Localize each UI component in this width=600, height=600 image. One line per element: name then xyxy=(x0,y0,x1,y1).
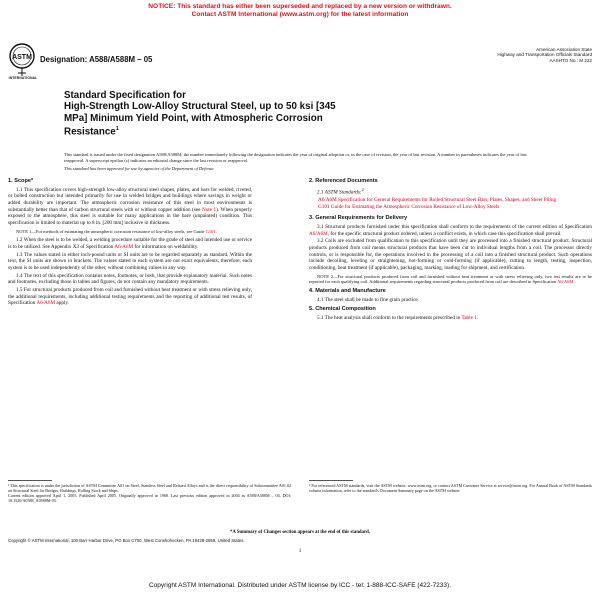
section-2-heading: 2. Referenced Documents xyxy=(309,178,378,184)
para-5-1 xyxy=(309,315,592,322)
footnote-rule-right xyxy=(309,480,353,481)
note-1 xyxy=(8,229,252,235)
svg-text:ASTM: ASTM xyxy=(12,54,32,61)
footnote-1 xyxy=(8,483,291,503)
note-2-text: NOTE 2—For structural products produced from coil and furnished without heat treatment or with stress relieving only, two test results are to be reported for each qualifying coil. Additional requirements regarding structural products produced from coil are described in Specification xyxy=(309,273,592,285)
footnote-1-text: ¹ This specification is under the jurisdiction of ASTM Committee A01 on Steel, Stainless Steel and Related Alloys and is the direct responsibility of Subcommittee A01.02 on Structural Steel for Bridges, Buildings, Rolling Stock and Ships. xyxy=(8,483,291,493)
page-number: 1 xyxy=(298,548,302,554)
assoc-line-2: Highway and Transportation Officials Standard xyxy=(497,52,592,58)
footnote-rule-left xyxy=(8,480,52,481)
para-3-1-end: , for the specific structural product ordered, unless a conflict exists, in which case this specification shall prevail. xyxy=(327,230,562,237)
a6-link[interactable]: A6/A6M xyxy=(114,243,134,250)
ref-g101[interactable] xyxy=(309,204,592,211)
astm-logo-icon xyxy=(9,43,35,77)
para-2-1-text: 2.1 xyxy=(317,189,325,196)
para-3-1-text: 3.1 Structural products furnished under this specification shall conform to the requirements of the current edition of Specification xyxy=(317,224,592,231)
a6-link[interactable]: A6/A6M xyxy=(36,300,56,307)
intro-block xyxy=(64,152,534,175)
title-line-4-text: Resistance xyxy=(64,126,116,138)
designation: Designation: A588/A588M – 05 xyxy=(40,55,153,64)
notice-line-1: NOTICE: This standard has either been superseded and replaced by a new version or withdrawn. xyxy=(148,3,452,10)
para-5-1-end: . xyxy=(476,314,479,321)
para-4-1: 4.1 The steel shall be made to fine grain practice. xyxy=(317,296,420,303)
assoc-line-3: AASHTO No.: M 222 xyxy=(549,57,592,63)
ref-a6-text[interactable]: Specification for General Requirements for Rolled Structural Steel Bars, Plates, Shapes, and Sheet Piling xyxy=(336,197,557,204)
para-1-1-text: 1.1 This specification covers high-strength low-alloy structural steel shapes, plates, and bars for welded, riveted, or bolted construction but intended primarily for use in welded bridges and buildings where savings in weight or added durability are important. The atmospheric corrosion resistance of this steel in most environments is substantially better than that of carbon structural steels with or without copper addition (see xyxy=(8,186,252,213)
notice-line-2: Contact ASTM International (www.astm.org) for the latest information xyxy=(191,11,409,19)
ref-a6[interactable] xyxy=(309,197,592,204)
section-1-heading: 1. Scope* xyxy=(8,178,34,184)
para-1-4: 1.4 The text of this specification contains notes, footnotes, or both, that provide explanatory material. Such notes and footnotes, excluding those in tables and figures, do not contain any mandatory requirements. xyxy=(8,272,252,286)
ref-g101-code[interactable]: G101 xyxy=(318,203,330,210)
section-5-heading: 5. Chemical Composition xyxy=(309,306,376,313)
title-line-4 xyxy=(64,124,384,138)
withdrawn-notice xyxy=(0,3,600,20)
ref-g101-text[interactable]: Guide for Estimating the Atmospheric Corrosion Resistance of Low-Alloy Steels xyxy=(329,203,500,210)
section-3-heading: 3. General Requirements for Delivery xyxy=(309,215,408,222)
note-2 xyxy=(309,274,592,285)
summary-of-changes-note: *A Summary of Changes section appears at the end of this standard. xyxy=(230,530,370,535)
para-1-1 xyxy=(8,187,252,227)
section-4-heading: 4. Materials and Manufacture xyxy=(309,288,386,295)
note-1-end: . xyxy=(215,228,217,234)
a6-link[interactable]: A6/A6M xyxy=(557,279,574,285)
para-1-2-end: for information on weldability. xyxy=(133,243,199,250)
issued-statement: This standard is issued under the fixed designation A588/A588M; the number immediately following the designation indicates the year of original adoption or, in the case of revision, the year of last revision. A number in parentheses indicates the year of last reapproval. A superscript epsilon (ε) indicates an editorial change since the last revision or reapproval. xyxy=(64,152,527,163)
para-1-2 xyxy=(8,237,252,250)
title-line-1: Standard Specification for xyxy=(64,90,186,101)
footnote-2-mark: 2 xyxy=(361,186,364,192)
dod-approval: This standard has been approved for use by agencies of the Department of Defense. xyxy=(64,166,215,172)
document-title xyxy=(64,90,384,137)
para-1-5 xyxy=(8,287,252,307)
title-line-3: MPa] Minimum Yield Point, with Atmospheric Corrosion xyxy=(64,112,323,124)
para-1-5-end: apply. xyxy=(55,300,69,307)
footnote-2 xyxy=(309,483,592,493)
note-1-link[interactable]: Note 1 xyxy=(201,206,217,213)
para-5-1-text: 5.1 The heat analysis shall conform to the requirements prescribed in xyxy=(317,314,462,321)
aashto-designation xyxy=(412,47,592,63)
left-column xyxy=(8,176,252,308)
note-1-text: NOTE 1—For methods of estimating the atmospheric corrosion resistance of low-alloy steels, see Guide xyxy=(16,228,206,234)
g101-link[interactable]: G101 xyxy=(205,228,216,234)
title-footnote-mark: 1 xyxy=(115,125,119,132)
logo-caption: INTERNATIONAL xyxy=(8,76,38,80)
para-3-1 xyxy=(309,224,592,237)
para-2-1 xyxy=(309,187,592,196)
a6-link[interactable]: A6/A6M xyxy=(309,230,328,237)
ref-a6-code[interactable]: A6/A6M xyxy=(318,197,337,204)
right-column xyxy=(309,176,592,323)
title-line-2: High-Strength Low-Alloy Structural Steel, up to 50 ksi [345 xyxy=(64,101,336,113)
note-2-end: . xyxy=(573,279,575,285)
license-footer: Copyright ASTM International. Distributed under ASTM license by ICC - tel: 1-888-ICC-SAFE (422-7233). xyxy=(148,582,451,589)
para-3-2: 3.2 Coils are excluded from qualification to this specification until they are processed into a finished structural product. Structural products produced from coil means structural products that have been cut to individual lengths from a coil. The processor directly controls, or is responsible for, the operations involved in the processing of a coil into a finished structural product. Such operations include decoiling, leveling or straightening, hot-forming or cold-forming (if applicable), cutting to length, testing, inspection, conditioning, heat treatment (if applicable), packaging, marking, loading for shipment, and certification. xyxy=(309,238,592,271)
astm-standards-label: ASTM Standards: xyxy=(324,189,362,196)
para-1-1-end: ). When properly exposed to the atmosphere, this steel is suitable for many applications in the bare (unpainted) condition. This specification is limited to material up to 8 in. [200 mm] inclusive in thickness. xyxy=(8,206,253,226)
para-1-2-text: 1.2 When the steel is to be welded, a welding procedure suitable for the grade of steel and intended use or service is to be utilized. See Appendix X3 of Specification xyxy=(8,237,252,250)
table-1-link[interactable]: Table 1 xyxy=(461,314,477,321)
para-1-3: 1.3 The values stated in either inch-pound units or SI units are to be regarded separately as standard. Within the text, the SI units are shown in brackets. The values stated in each system are not exact equivalents; therefore, each system is to be used independently of the other, without combining values in any way. xyxy=(8,251,252,271)
copyright-line: Copyright © ASTM International, 100 Barr Harbor Drive, PO Box C700, West Conshohocken, PA 19428-2959, United States. xyxy=(8,538,245,543)
footnote-2-text: ² For referenced ASTM standards, visit the ASTM website, www.astm.org, or contact ASTM Customer Service at service@astm.org. For Annual Book of ASTM Standards volume information, refer to the standard's Document Summary page on the ASTM website. xyxy=(309,483,592,493)
assoc-line-1: American Association State xyxy=(536,47,592,52)
para-1-5-text: 1.5 For structural products produced from coil and furnished without heat treatment or with stress relieving only, the additional requirements, including additional testing requirements and the reporting of additional test results, of Specification xyxy=(8,286,252,307)
footnote-1-edition: Current edition approved April 1, 2005. Published April 2005. Originally approved in 1968. Last previous edition approved in 2004 as A588/A588M – 04. DOI: 10.1520/A0588_A0588M-05. xyxy=(8,493,291,503)
